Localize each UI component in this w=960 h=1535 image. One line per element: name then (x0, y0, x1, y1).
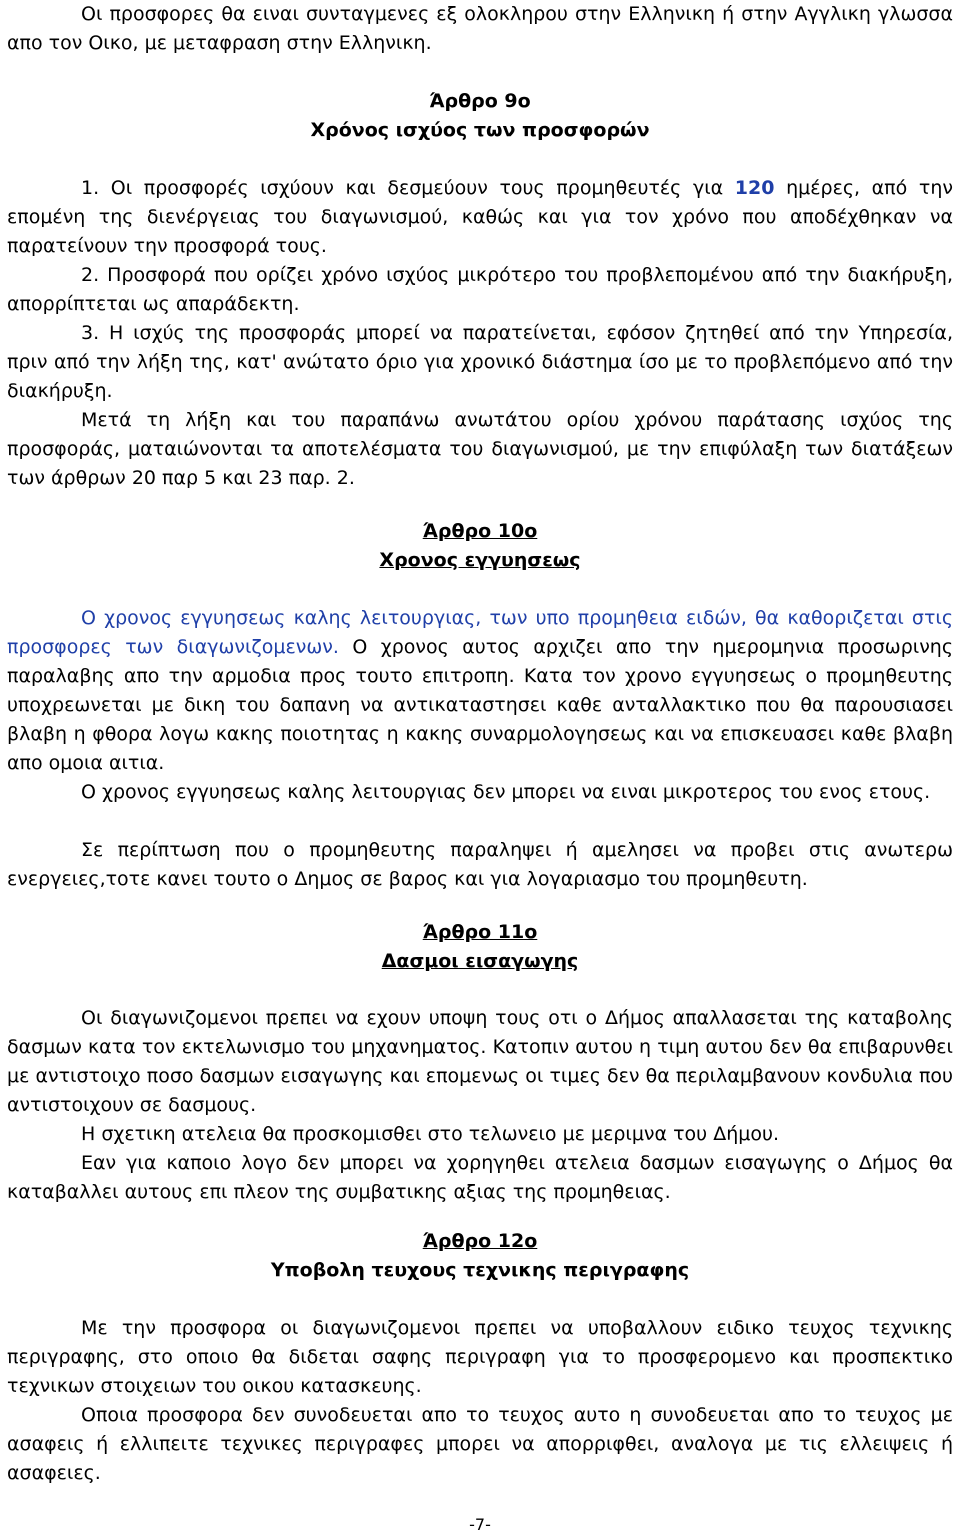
article-9-p1-text-b: ημέρες, από την επομένη της διενέργειας του διαγωνισμού, καθώς και για τον χρόνο που αποδέχθηκαν να παρατείνουν την προσφορά τους. (7, 177, 953, 257)
page-number: -7- (469, 1515, 491, 1534)
article-10-p1-highlight: Ο χρονος εγγυησεως καλης λειτουργιας, των υπο προμηθεια ειδών, θα καθοριζεται στις προσφορες των διαγωνιζομενων. (7, 607, 953, 658)
article-9-paragraph-2: 2. Προσφορά που ορίζει χρόνο ισχύος μικρότερο του προβλεπομένου από την διακήρυξη, απορρίπτεται ως απαράδεκτη. (7, 264, 953, 315)
article-10-subtitle: Χρονος εγγυησεως (379, 549, 581, 571)
article-9-subtitle: Χρόνος ισχύος των προσφορών (310, 119, 650, 141)
article-12-title: Άρθρο 12ο (422, 1230, 538, 1252)
article-11-paragraph-1: Οι διαγωνιζομενοι πρεπει να εχουν υποψη τους οτι ο Δήμος απαλλασεται της καταβολης δασμων κατα τον εκτελωνισμο του μηχανηματος. Κατοπιν αυτου η τιμη αυτου δεν θα επιβαρυνθει με αντιστοιχο ποσο δασμων εισαγωγης και επομενως οι τιμες δεν θα περιλαμβανουν κονδυλια που αντιστοιχουν σε δασμους. (7, 1007, 953, 1116)
article-9-paragraph-1 (7, 174, 953, 261)
article-11-paragraph-3: Εαν για καποιο λογο δεν μπορει να χορηγηθει ατελεια δασμων εισαγωγης ο Δήμος θα καταβαλλει αυτους επι πλεον της συμβατικης αξιας της προμηθειας. (7, 1152, 953, 1203)
article-10-paragraph-1 (7, 604, 953, 778)
validity-days-number: 120 (734, 177, 775, 199)
article-10-paragraph-3: Σε περίπτωση που ο προμηθευτης παραληψει ή αμελησει να προβει στις ανωτερω ενεργειες,τοτε κανει τουτο ο Δημος σε βαρος και για λογαριασμο του προμηθευτη. (7, 839, 953, 890)
article-10-title: Άρθρο 10ο (422, 520, 538, 542)
article-9-title: Άρθρο 9ο (429, 90, 531, 112)
article-12-subtitle: Υποβολη τευχους τεχνικης περιγραφης (270, 1259, 690, 1281)
article-12-paragraph-2: Οποια προσφορα δεν συνοδευεται απο το τευχος αυτο η συνοδευεται απο το τευχος με ασαφεις ή ελλιπειτε τεχνικες περιγραφες μπορει να απορριφθει, αναλογα με τις ελλειψεις ή ασαφειες. (7, 1404, 953, 1484)
article-11-paragraph-2: Η σχετικη ατελεια θα προσκομισθει στο τελωνειο με μεριμνα του Δήμου. (81, 1123, 779, 1145)
article-10-paragraph-2: Ο χρονος εγγυησεως καλης λειτουργιας δεν μπορει να ειναι μικροτερος του ενος ετους. (81, 781, 931, 803)
article-9-paragraph-3: 3. Η ισχύς της προσφοράς μπορεί να παρατείνεται, εφόσον ζητηθεί από την Υπηρεσία, πριν από την λήξη της, κατ' ανώτατο όριο για χρονικό διάστημα ίσο με το προβλεπόμενο από την διακήρυξη. (7, 322, 953, 402)
article-10-p1-text: Ο χρονος αυτος αρχιζει απο την ημερομηνια προσωρινης παραλαβης απο την αρμοδια προς τουτο επιτροπη. Κατα τον χρονο εγγυησεως ο προμηθευτης υποχρεωνεται με δικη του δαπανη να αντικαταστησει καθε ανταλλακτικο που θα παρουσιασει βλαβη η φθορα λογω κακης ποιοτητας η κακης συναρμολογησεως και να επισκευασει καθε βλαβη απο ομοια αιτια. (7, 636, 953, 774)
article-9-paragraph-4: Μετά τη λήξη και του παραπάνω ανωτάτου ορίου χρόνου παράτασης ισχύος της προσφοράς, ματαιώνονται τα αποτελέσματα του διαγωνισμού, με την επιφύλαξη των διατάξεων των άρθρων 20 παρ 5 και 23 παρ. 2. (7, 409, 953, 489)
article-11-title: Άρθρο 11ο (422, 921, 538, 943)
article-12-paragraph-1: Με την προσφορα οι διαγωνιζομενοι πρεπει να υποβαλλουν ειδικο τευχος τεχνικης περιγραφης, στο οποιο θα διδεται σαφης περιγραφη για το προσφερομενο και προσπεκτικο τεχνικων στοιχειων του οικου κατασκευης. (7, 1317, 953, 1397)
intro-paragraph: Οι προσφορες θα ειναι συνταγμενες εξ ολοκληρου στην Ελληνικη ή στην Αγγλικη γλωσσα απο τον Οικο, με μεταφραση στην Ελληνικη. (7, 3, 953, 54)
article-11-subtitle: Δασμοι εισαγωγης (381, 950, 579, 972)
article-9-p1-text-a: 1. Οι προσφορές ισχύουν και δεσμεύουν τους προμηθευτές για (81, 177, 735, 199)
